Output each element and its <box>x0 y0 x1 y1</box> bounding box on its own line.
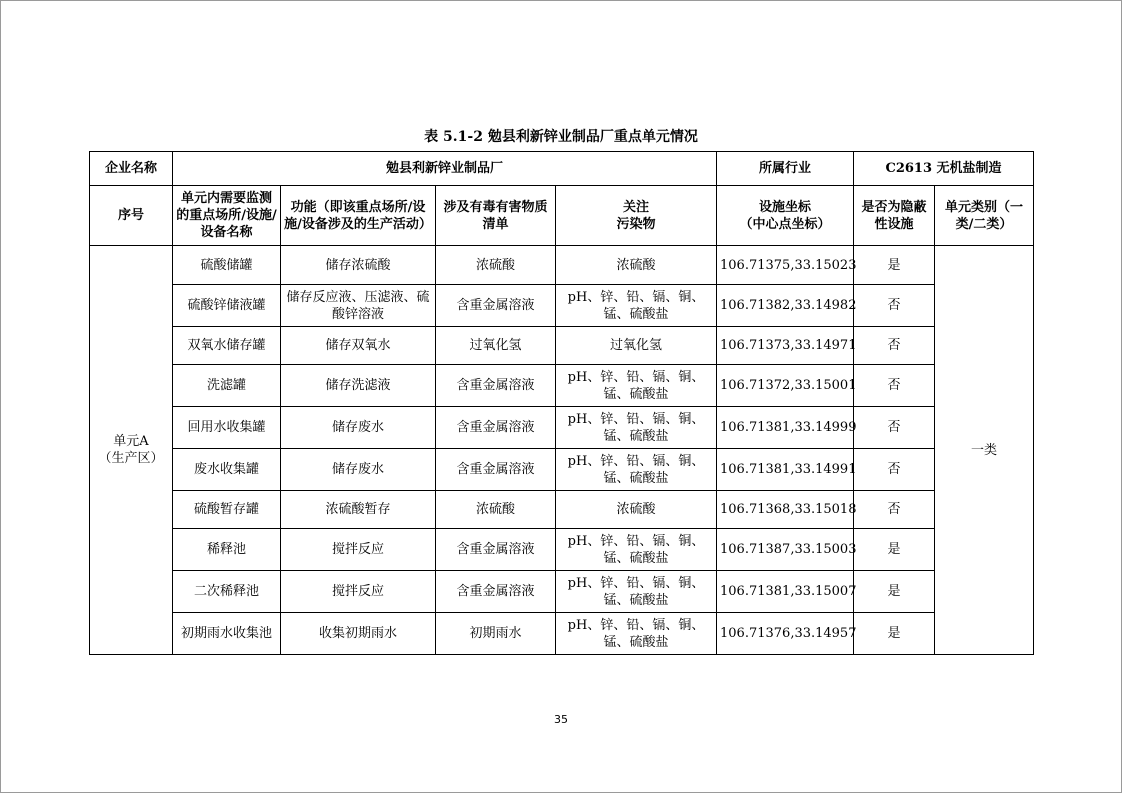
table-row <box>90 327 1034 365</box>
pollutant-cell: pH、锌、铅、镉、铜、锰、硫酸盐 <box>556 285 717 327</box>
function-cell: 储存反应液、压滤液、硫酸锌溶液 <box>281 285 436 327</box>
toxic-cell: 浓硫酸 <box>436 491 556 529</box>
table-row <box>90 449 1034 491</box>
pollutant-cell: pH、锌、铅、镉、铜、锰、硫酸盐 <box>556 449 717 491</box>
col-header-coords: 设施坐标 （中心点坐标） <box>717 186 854 246</box>
col-header-toxic: 涉及有毒有害物质清单 <box>436 186 556 246</box>
col-header-facility: 单元内需要监测的重点场所/设施/设备名称 <box>173 186 281 246</box>
enterprise-label: 企业名称 <box>90 152 173 186</box>
pollutant-cell: 过氧化氢 <box>556 327 717 365</box>
function-cell: 储存双氧水 <box>281 327 436 365</box>
pollutant-cell: pH、锌、铅、镉、铜、锰、硫酸盐 <box>556 365 717 407</box>
unit-name-cell: 单元A （生产区） <box>90 246 173 655</box>
toxic-cell: 过氧化氢 <box>436 327 556 365</box>
pollutant-cell: pH、锌、铅、镉、铜、锰、硫酸盐 <box>556 529 717 571</box>
industry-label: 所属行业 <box>717 152 854 186</box>
table-row <box>90 365 1034 407</box>
hidden-cell: 否 <box>854 407 935 449</box>
pollutant-cell: pH、锌、铅、镉、铜、锰、硫酸盐 <box>556 407 717 449</box>
toxic-cell: 含重金属溶液 <box>436 449 556 491</box>
coords-cell: 106.71373,33.14971 <box>717 327 854 365</box>
pollutant-cell: 浓硫酸 <box>556 246 717 285</box>
col-header-hidden: 是否为隐蔽性设施 <box>854 186 935 246</box>
col-header-no: 序号 <box>90 186 173 246</box>
key-units-table <box>89 151 1034 655</box>
pollutant-cell: pH、锌、铅、镉、铜、锰、硫酸盐 <box>556 613 717 655</box>
toxic-cell: 含重金属溶液 <box>436 571 556 613</box>
unit-category-cell: 一类 <box>935 246 1034 655</box>
toxic-cell: 含重金属溶液 <box>436 407 556 449</box>
facility-cell: 稀释池 <box>173 529 281 571</box>
table-row <box>90 571 1034 613</box>
enterprise-name: 勉县利新锌业制品厂 <box>173 152 717 186</box>
function-cell: 储存洗滤液 <box>281 365 436 407</box>
page-number: 35 <box>554 713 568 726</box>
facility-cell: 硫酸锌储液罐 <box>173 285 281 327</box>
hidden-cell: 是 <box>854 613 935 655</box>
hidden-cell: 是 <box>854 246 935 285</box>
function-cell: 储存浓硫酸 <box>281 246 436 285</box>
hidden-cell: 是 <box>854 571 935 613</box>
coords-cell: 106.71376,33.14957 <box>717 613 854 655</box>
table-row <box>90 491 1034 529</box>
pollutant-cell: 浓硫酸 <box>556 491 717 529</box>
function-cell: 收集初期雨水 <box>281 613 436 655</box>
function-cell: 搅拌反应 <box>281 529 436 571</box>
toxic-cell: 含重金属溶液 <box>436 285 556 327</box>
hidden-cell: 否 <box>854 285 935 327</box>
hidden-cell: 否 <box>854 449 935 491</box>
hidden-cell: 否 <box>854 327 935 365</box>
industry-value: C2613 无机盐制造 <box>854 152 1034 186</box>
facility-cell: 洗滤罐 <box>173 365 281 407</box>
hidden-cell: 否 <box>854 491 935 529</box>
coords-cell: 106.71387,33.15003 <box>717 529 854 571</box>
coords-cell: 106.71368,33.15018 <box>717 491 854 529</box>
coords-cell: 106.71372,33.15001 <box>717 365 854 407</box>
enterprise-row <box>90 152 1034 186</box>
col-header-pollutant: 关注 污染物 <box>556 186 717 246</box>
table-row <box>90 246 1034 285</box>
table-row <box>90 407 1034 449</box>
table-row <box>90 529 1034 571</box>
coords-cell: 106.71381,33.14991 <box>717 449 854 491</box>
function-cell: 储存废水 <box>281 449 436 491</box>
toxic-cell: 含重金属溶液 <box>436 529 556 571</box>
toxic-cell: 初期雨水 <box>436 613 556 655</box>
column-header-row <box>90 186 1034 246</box>
function-cell: 浓硫酸暂存 <box>281 491 436 529</box>
facility-cell: 双氧水储存罐 <box>173 327 281 365</box>
col-header-category: 单元类别（一类/二类） <box>935 186 1034 246</box>
facility-cell: 硫酸暂存罐 <box>173 491 281 529</box>
toxic-cell: 浓硫酸 <box>436 246 556 285</box>
toxic-cell: 含重金属溶液 <box>436 365 556 407</box>
coords-cell: 106.71375,33.15023 <box>717 246 854 285</box>
coords-cell: 106.71381,33.14999 <box>717 407 854 449</box>
facility-cell: 回用水收集罐 <box>173 407 281 449</box>
facility-cell: 硫酸储罐 <box>173 246 281 285</box>
coords-cell: 106.71381,33.15007 <box>717 571 854 613</box>
pollutant-cell: pH、锌、铅、镉、铜、锰、硫酸盐 <box>556 571 717 613</box>
function-cell: 储存废水 <box>281 407 436 449</box>
function-cell: 搅拌反应 <box>281 571 436 613</box>
col-header-function: 功能（即该重点场所/设施/设备涉及的生产活动） <box>281 186 436 246</box>
facility-cell: 废水收集罐 <box>173 449 281 491</box>
table-row <box>90 613 1034 655</box>
facility-cell: 二次稀释池 <box>173 571 281 613</box>
table-row <box>90 285 1034 327</box>
table-title: 表 5.1-2 勉县利新锌业制品厂重点单元情况 <box>424 129 698 145</box>
hidden-cell: 否 <box>854 365 935 407</box>
coords-cell: 106.71382,33.14982 <box>717 285 854 327</box>
hidden-cell: 是 <box>854 529 935 571</box>
facility-cell: 初期雨水收集池 <box>173 613 281 655</box>
